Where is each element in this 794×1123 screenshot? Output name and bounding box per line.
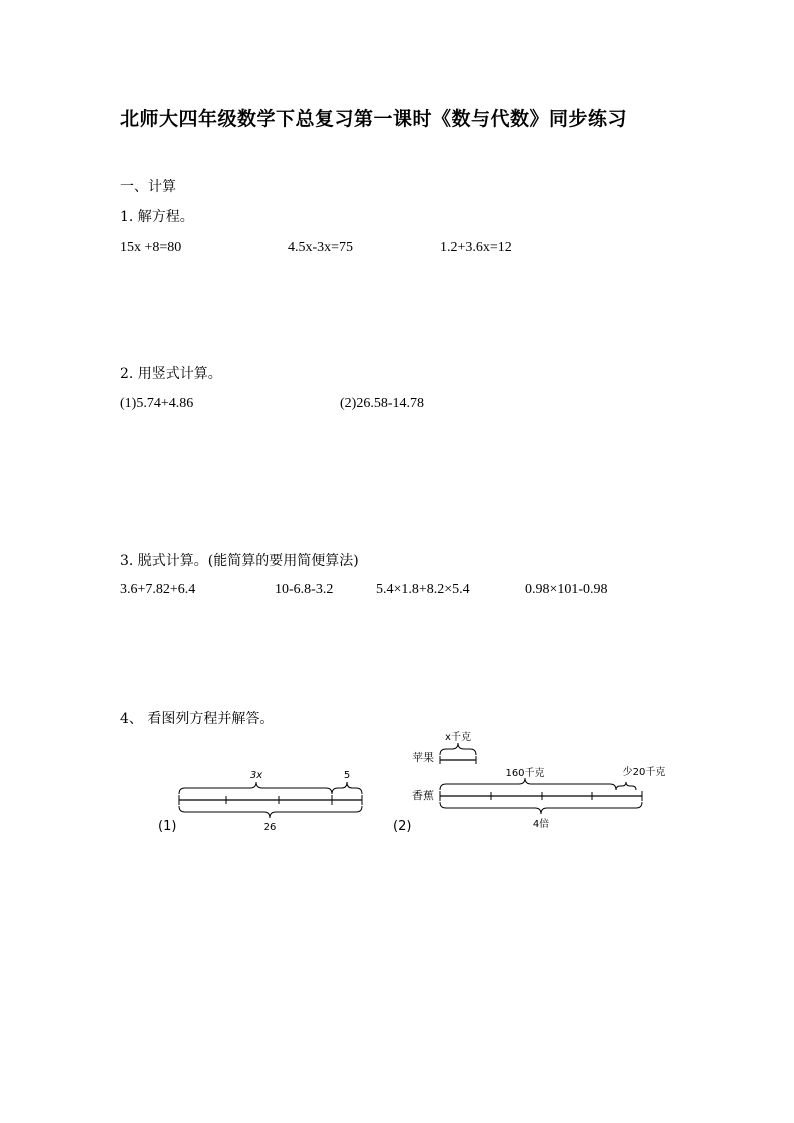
question-2-label: 2. 用竖式计算。 (120, 366, 222, 382)
label-banana: 香蕉 (412, 789, 434, 802)
q3-item-2: 10-6.8-3.2 (275, 582, 334, 597)
q1-equation-1: 15x +8=80 (120, 240, 182, 255)
q2-item-2: (2)26.58-14.78 (340, 396, 424, 411)
question-4-label: 4、 看图列方程并解答。 (120, 711, 274, 727)
label-26: 26 (263, 822, 277, 833)
brace-total (179, 806, 362, 818)
brace-apple (440, 743, 476, 755)
question-1-label: 1. 解方程。 (120, 209, 194, 225)
question-3-label: 3. 脱式计算。(能简算的要用简便算法) (120, 553, 359, 569)
brace-less (616, 782, 636, 790)
section-heading: 一、计算 (120, 179, 176, 195)
page-title: 北师大四年级数学下总复习第一课时《数与代数》同步练习 (120, 108, 628, 130)
label-less: 少20千克 (622, 767, 666, 778)
figure-2-diagram (390, 728, 680, 838)
brace-160 (440, 778, 616, 790)
q1-equation-2: 4.5x-3x=75 (288, 240, 354, 255)
brace-5 (332, 782, 362, 794)
figure-1-number: (1) (158, 819, 177, 834)
label-4x: 4倍 (532, 819, 550, 830)
q2-item-1: (1)5.74+4.86 (120, 396, 194, 411)
figure-1-diagram (150, 762, 380, 838)
brace-3x (179, 782, 332, 794)
q3-item-4: 0.98×101-0.98 (525, 582, 608, 597)
label-3x: 3x (249, 770, 263, 781)
label-160: 160千克 (505, 768, 545, 779)
label-5: 5 (343, 770, 351, 781)
brace-4x (440, 802, 642, 814)
label-apple: 苹果 (412, 751, 434, 764)
figure-2-number: (2) (393, 819, 412, 834)
q3-item-3: 5.4×1.8+8.2×5.4 (376, 582, 470, 597)
label-apple-amount: x千克 (445, 732, 471, 743)
q3-item-1: 3.6+7.82+6.4 (120, 582, 196, 597)
q1-equation-3: 1.2+3.6x=12 (440, 240, 512, 255)
